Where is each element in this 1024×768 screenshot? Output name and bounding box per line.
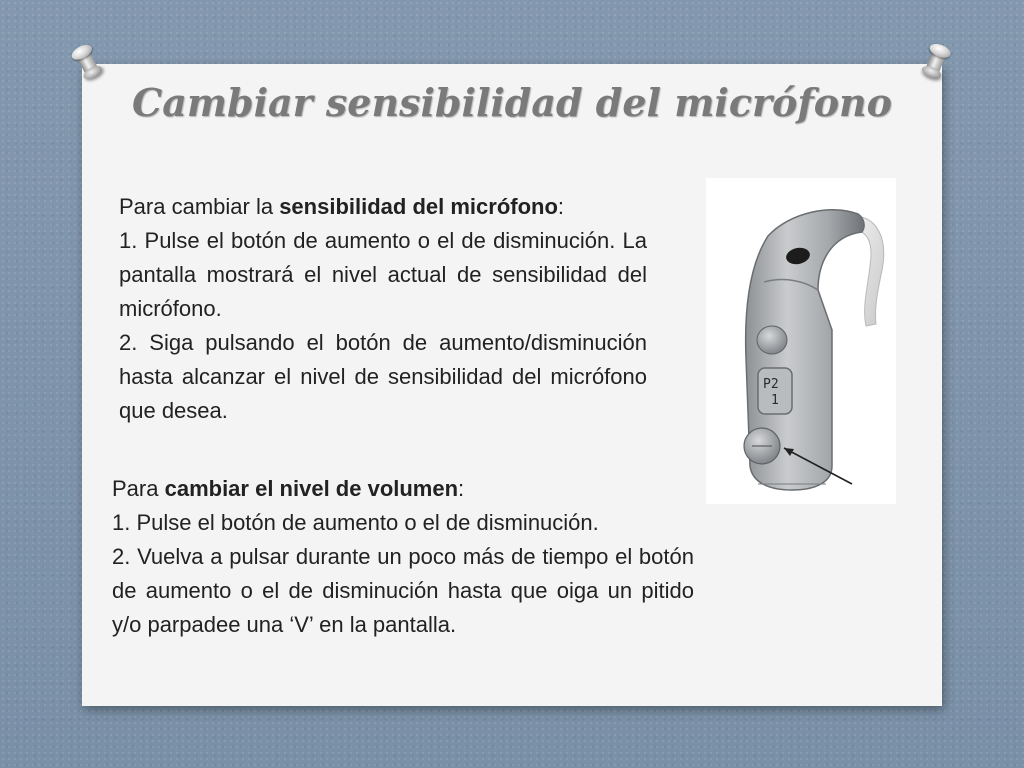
volume-intro: Para cambiar el nivel de volumen: [112,476,465,501]
microphone-step-2: 2. Siga pulsando el botón de aumento/disminución hasta alcanzar el nivel de sensibilidad del micrófono que desea. [119,330,647,423]
display-reading-line-1: P2 [763,377,779,392]
display-reading-line-2: 1 [771,393,779,408]
volume-step-2: 2. Vuelva a pulsar durante un poco más de tiempo el botón de aumento o el de disminución hasta que oiga un pitido y/o parpadee una ‘V’ en la pantalla. [112,544,694,637]
microphone-intro: Para cambiar la sensibilidad del micrófono: [119,194,565,219]
hearing-aid-illustration [706,178,896,504]
microphone-intro-bold: sensibilidad del micrófono [279,194,558,219]
volume-step-1: 1. Pulse el botón de aumento o el de disminución. [112,510,599,535]
volume-instructions [112,472,694,642]
volume-intro-bold: cambiar el nivel de volumen [164,476,459,501]
slide-title: Cambiar sensibilidad del micrófono [131,80,893,125]
microphone-step-1: 1. Pulse el botón de aumento o el de disminución. La pantalla mostrará el nivel actual de sensibilidad del micrófono. [119,228,647,321]
microphone-instructions [119,190,647,428]
hearing-aid-photo [706,178,896,504]
